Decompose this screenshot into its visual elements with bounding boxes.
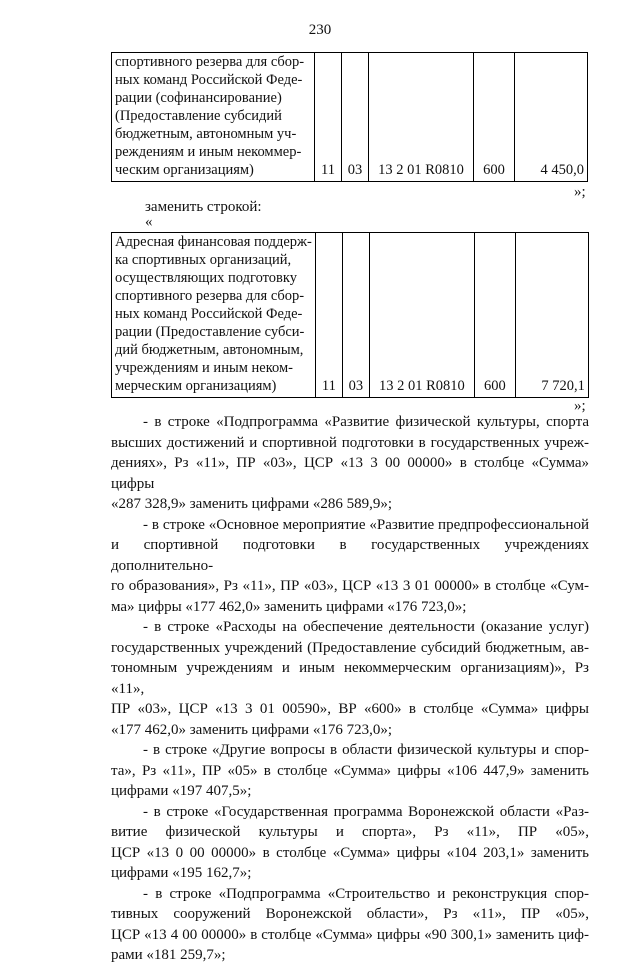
text-line: - в строке «Другие вопросы в области физической культуры и спор- xyxy=(143,742,589,758)
table-new-row xyxy=(111,232,589,398)
amendment-paragraph xyxy=(111,884,589,966)
name-line: мерческим организациям) xyxy=(115,378,277,394)
text-line: цифрами «195 162,7»; xyxy=(111,865,252,881)
text-line: ЦСР «13 4 00 00000» в столбце «Сумма» цифры «90 300,1» заменить циф- xyxy=(111,926,589,943)
name-line: реждениям и иным некоммер- xyxy=(115,144,302,160)
name-line: спортивного резерва для сбор- xyxy=(115,54,305,70)
text-line: ПР «03», ЦСР «13 3 01 00590», ВР «600» в столбце «Сумма» цифры xyxy=(111,701,589,717)
cell-pr: 03 xyxy=(342,53,369,182)
cell-name xyxy=(112,233,316,398)
name-line: ческим организациям) xyxy=(115,162,254,178)
name-line: ных команд Российской Федe- xyxy=(115,72,303,88)
text-line: тономным учреждениям и иным некоммерческим организациям)», Рз «11», xyxy=(111,660,589,697)
table-old-row xyxy=(111,52,588,182)
open-quote: « xyxy=(145,214,153,230)
name-line: рации (Предоставление субси- xyxy=(115,324,305,340)
cell-pr: 03 xyxy=(342,233,369,398)
page-number: 230 xyxy=(308,22,332,38)
cell-rz: 11 xyxy=(315,233,342,398)
cell-vr: 600 xyxy=(474,233,515,398)
text-line: - в строке «Подпрограмма «Развитие физической культуры, спорта xyxy=(143,414,589,430)
name-line: дий бюджетным, автономным, xyxy=(115,342,304,358)
amendment-paragraph xyxy=(111,412,589,515)
text-line: рами «181 259,7»; xyxy=(111,947,226,963)
amendment-paragraph xyxy=(111,802,589,884)
name-line: бюджетным, автономным уч- xyxy=(115,126,297,142)
text-line: ЦСР «13 0 00 00000» в столбце «Сумма» цифры «104 203,1» заменить xyxy=(111,844,589,861)
cell-rz: 11 xyxy=(315,53,342,182)
amendment-paragraph xyxy=(111,515,589,618)
text-line: ма» цифры «177 462,0» заменить цифрами «176 723,0»; xyxy=(111,598,467,615)
text-line: цифрами «197 407,5»; xyxy=(111,783,252,799)
amendment-paragraph xyxy=(111,740,589,802)
cell-vr: 600 xyxy=(474,53,515,182)
name-line: ка спортивных организаций, xyxy=(115,252,292,268)
name-line: ных команд Российской Феде- xyxy=(115,306,303,322)
close-quote: »; xyxy=(574,398,586,414)
cell-name xyxy=(112,53,315,182)
text-line: та», Рз «11», ПР «05» в столбце «Сумма» цифры «106 447,9» заменить xyxy=(111,762,589,779)
amendment-list xyxy=(111,412,589,966)
cell-csr: 13 2 01 R0810 xyxy=(369,233,474,398)
text-line: государственных учреждений (Предоставление субсидий бюджетным, ав- xyxy=(111,639,589,656)
text-line: - в строке «Основное мероприятие «Развитие предпрофессиональной xyxy=(143,516,589,533)
close-quote: »; xyxy=(574,184,586,200)
text-line: и спортивной подготовки в государственных учреждениях дополнительно- xyxy=(111,537,589,574)
name-line: учреждениям и иным неком- xyxy=(115,360,293,376)
amendment-paragraph xyxy=(111,617,589,740)
text-line: витие физической культуры и спорта», Рз «11», ПР «05», xyxy=(111,824,589,840)
name-line: спортивного резерва для сбор- xyxy=(115,288,305,304)
name-line: рации (софинансирование) xyxy=(115,90,282,106)
name-line: (Предоставление субсидий xyxy=(115,108,282,124)
cell-csr: 13 2 01 R0810 xyxy=(369,53,474,182)
cell-sum: 7 720,1 xyxy=(515,233,588,398)
text-line: дениях», Рз «11», ПР «03», ЦСР «13 3 00 00000» в столбце «Сумма» цифры xyxy=(111,455,589,492)
text-line: - в строке «Расходы на обеспечение деятельности (оказание услуг) xyxy=(143,619,589,635)
table-row xyxy=(112,53,588,182)
cell-sum: 4 450,0 xyxy=(515,53,588,182)
text-line: - в строке «Подпрограмма «Строительство и реконструкция спор- xyxy=(143,885,589,902)
text-line: - в строке «Государственная программа Воронежской области «Раз- xyxy=(143,803,589,820)
table-row xyxy=(112,233,589,398)
text-line: «177 462,0» заменить цифрами «176 723,0»; xyxy=(111,721,393,738)
text-line: высших достижений и спортивной подготовки в государственных учреж- xyxy=(111,434,589,451)
name-line: осуществляющих подготовку xyxy=(115,270,297,286)
replace-instruction: заменить строкой: xyxy=(145,199,262,215)
name-line: Адресная финансовая поддерж- xyxy=(115,234,312,250)
text-line: «287 328,9» заменить цифрами «286 589,9»; xyxy=(111,496,393,512)
text-line: го образования», Рз «11», ПР «03», ЦСР «13 3 01 00000» в столбце «Сум- xyxy=(111,578,589,594)
text-line: тивных сооружений Воронежской области», Рз «11», ПР «05», xyxy=(111,906,589,922)
